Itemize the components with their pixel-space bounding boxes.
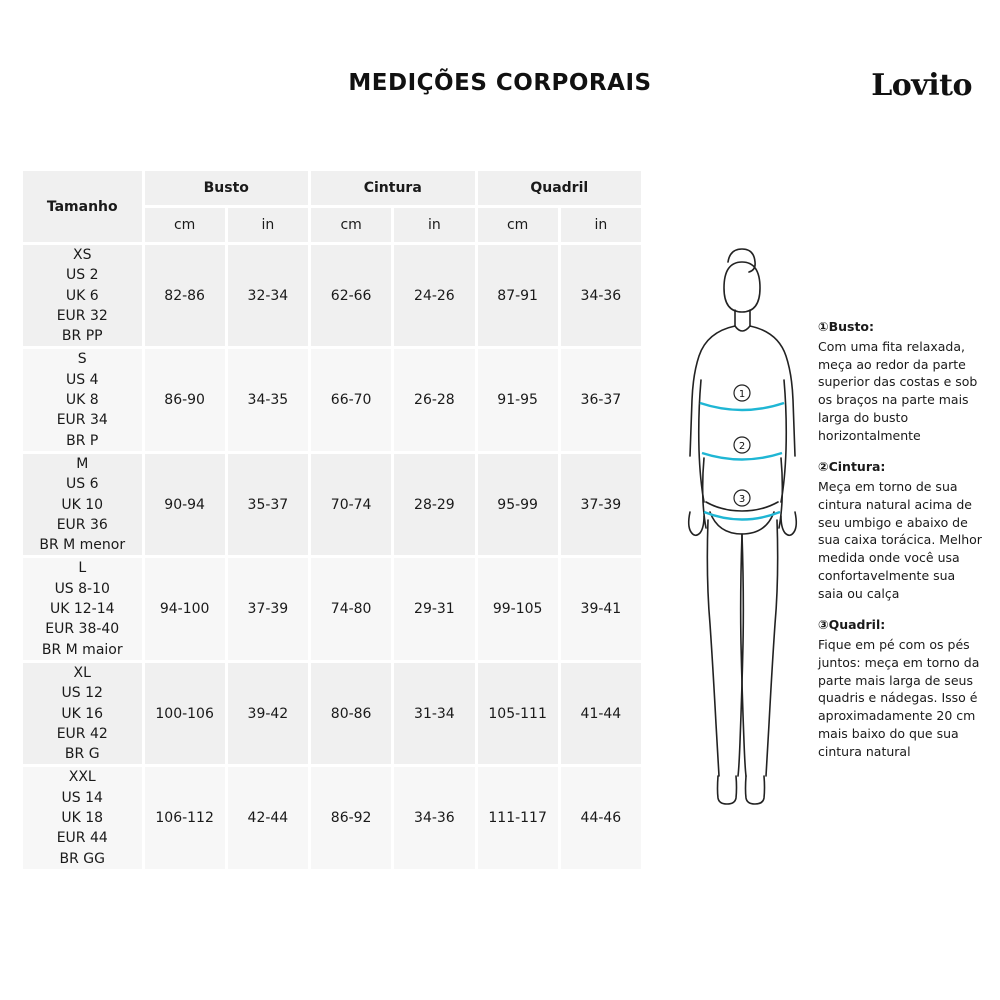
waist-cm: 80-86 xyxy=(310,661,393,765)
hip-in: 39-41 xyxy=(559,557,642,661)
bust-cm: 82-86 xyxy=(143,244,226,348)
waist-in: 26-28 xyxy=(393,348,476,452)
brand-logo: Lovito xyxy=(871,68,972,103)
bust-in: 34-35 xyxy=(226,348,309,452)
hip-cm: 111-117 xyxy=(476,766,559,870)
bust-in: 42-44 xyxy=(226,766,309,870)
size-line: XL xyxy=(73,664,91,681)
hip-in: 41-44 xyxy=(559,661,642,765)
size-line: BR G xyxy=(64,746,100,763)
size-line: BR M maior xyxy=(41,641,123,658)
bust-cm: 100-106 xyxy=(143,661,226,765)
header-busto-in: in xyxy=(226,207,309,244)
table-row xyxy=(22,661,643,765)
table-row xyxy=(22,557,643,661)
bust-in: 32-34 xyxy=(226,244,309,348)
note-busto xyxy=(818,318,983,444)
hip-in: 36-37 xyxy=(559,348,642,452)
bust-band xyxy=(700,403,784,410)
measurement-notes xyxy=(818,318,983,774)
body-figure-illustration xyxy=(660,240,820,820)
note-cintura-title: ②Cintura: xyxy=(818,459,886,475)
note-busto-title: ①Busto: xyxy=(818,319,875,334)
header-busto: Busto xyxy=(143,170,310,207)
note-quadril-title: ③Quadril: xyxy=(818,617,886,633)
size-label xyxy=(22,244,144,348)
hip-cm: 95-99 xyxy=(476,452,559,556)
body-figure xyxy=(660,240,820,820)
bust-in: 35-37 xyxy=(226,452,309,556)
waist-cm: 74-80 xyxy=(310,557,393,661)
note-quadril xyxy=(818,616,983,760)
bust-in: 39-42 xyxy=(226,661,309,765)
size-line: EUR 32 xyxy=(56,307,108,324)
size-line: BR M menor xyxy=(39,537,126,554)
header-quadril-in: in xyxy=(559,207,642,244)
waist-in: 31-34 xyxy=(393,661,476,765)
table-row xyxy=(22,452,643,556)
size-line: US 6 xyxy=(66,476,99,493)
table-row xyxy=(22,766,643,870)
waist-in: 29-31 xyxy=(393,557,476,661)
table-row xyxy=(22,348,643,452)
waist-cm: 70-74 xyxy=(310,452,393,556)
waist-in: 34-36 xyxy=(393,766,476,870)
hip-cm: 91-95 xyxy=(476,348,559,452)
table-header-groups xyxy=(22,170,643,207)
header-quadril-cm: cm xyxy=(476,207,559,244)
size-line: EUR 42 xyxy=(56,725,108,742)
hip-in: 34-36 xyxy=(559,244,642,348)
hip-in: 44-46 xyxy=(559,766,642,870)
size-line: US 4 xyxy=(66,371,99,388)
bust-in: 37-39 xyxy=(226,557,309,661)
size-line: UK 6 xyxy=(65,287,99,304)
bust-cm: 94-100 xyxy=(143,557,226,661)
size-line: XXL xyxy=(68,769,96,786)
waist-cm: 62-66 xyxy=(310,244,393,348)
size-line: US 14 xyxy=(61,789,103,806)
size-line: S xyxy=(77,351,87,368)
size-line: UK 12-14 xyxy=(49,601,115,618)
header-quadril: Quadril xyxy=(476,170,643,207)
bust-cm: 106-112 xyxy=(143,766,226,870)
hip-cm: 105-111 xyxy=(476,661,559,765)
marker-waist: 2 xyxy=(738,441,746,452)
hip-band xyxy=(704,512,780,520)
hip-cm: 87-91 xyxy=(476,244,559,348)
size-line: BR P xyxy=(66,432,99,449)
size-line: UK 16 xyxy=(61,705,104,722)
size-line: M xyxy=(76,455,89,472)
size-label xyxy=(22,348,144,452)
size-label xyxy=(22,452,144,556)
hip-in: 37-39 xyxy=(559,452,642,556)
size-line: EUR 36 xyxy=(56,516,108,533)
size-label xyxy=(22,557,144,661)
table-row xyxy=(22,244,643,348)
size-line: EUR 34 xyxy=(56,412,108,429)
marker-hip: 3 xyxy=(738,494,746,505)
size-line: L xyxy=(78,560,87,577)
waist-cm: 66-70 xyxy=(310,348,393,452)
bust-cm: 86-90 xyxy=(143,348,226,452)
size-line: US 8-10 xyxy=(54,580,110,597)
size-table xyxy=(20,168,644,872)
size-line: UK 10 xyxy=(61,496,104,513)
header-tamanho: Tamanho xyxy=(22,170,144,244)
header-cintura: Cintura xyxy=(310,170,477,207)
note-busto-body: Com uma fita relaxada, meça ao redor da parte superior das costas e sob os braços na parte mais larga do busto horizontalmente xyxy=(818,338,978,443)
marker-bust: 1 xyxy=(738,389,746,400)
waist-in: 24-26 xyxy=(393,244,476,348)
size-line: EUR 38-40 xyxy=(45,621,120,638)
waist-band xyxy=(702,453,782,460)
size-line: XS xyxy=(73,247,92,263)
header-cintura-in: in xyxy=(393,207,476,244)
size-line: BR PP xyxy=(61,328,103,345)
size-line: US 12 xyxy=(61,685,103,702)
size-line: EUR 44 xyxy=(56,830,108,847)
waist-cm: 86-92 xyxy=(310,766,393,870)
header-cintura-cm: cm xyxy=(310,207,393,244)
size-label xyxy=(22,661,144,765)
header-busto-cm: cm xyxy=(143,207,226,244)
note-cintura xyxy=(818,458,983,602)
size-line: UK 8 xyxy=(65,392,99,409)
note-cintura-body: Meça em torno de sua cintura natural acima de seu umbigo e abaixo de sua caixa torácica. Melhor medida onde você usa confortavelmente sua saia ou calça xyxy=(818,479,982,601)
size-line: UK 18 xyxy=(61,810,104,827)
page-title: MEDIÇÕES CORPORAIS xyxy=(348,70,652,96)
bust-cm: 90-94 xyxy=(143,452,226,556)
size-line: US 2 xyxy=(66,267,99,284)
size-label xyxy=(22,766,144,870)
size-line: BR GG xyxy=(59,850,105,867)
note-quadril-body: Fique em pé com os pés juntos: meça em torno da parte mais larga de seus quadris e nádegas. Isso é aproximadamente 20 cm mais baixo do que sua cintura natural xyxy=(818,637,980,759)
hip-cm: 99-105 xyxy=(476,557,559,661)
waist-in: 28-29 xyxy=(393,452,476,556)
